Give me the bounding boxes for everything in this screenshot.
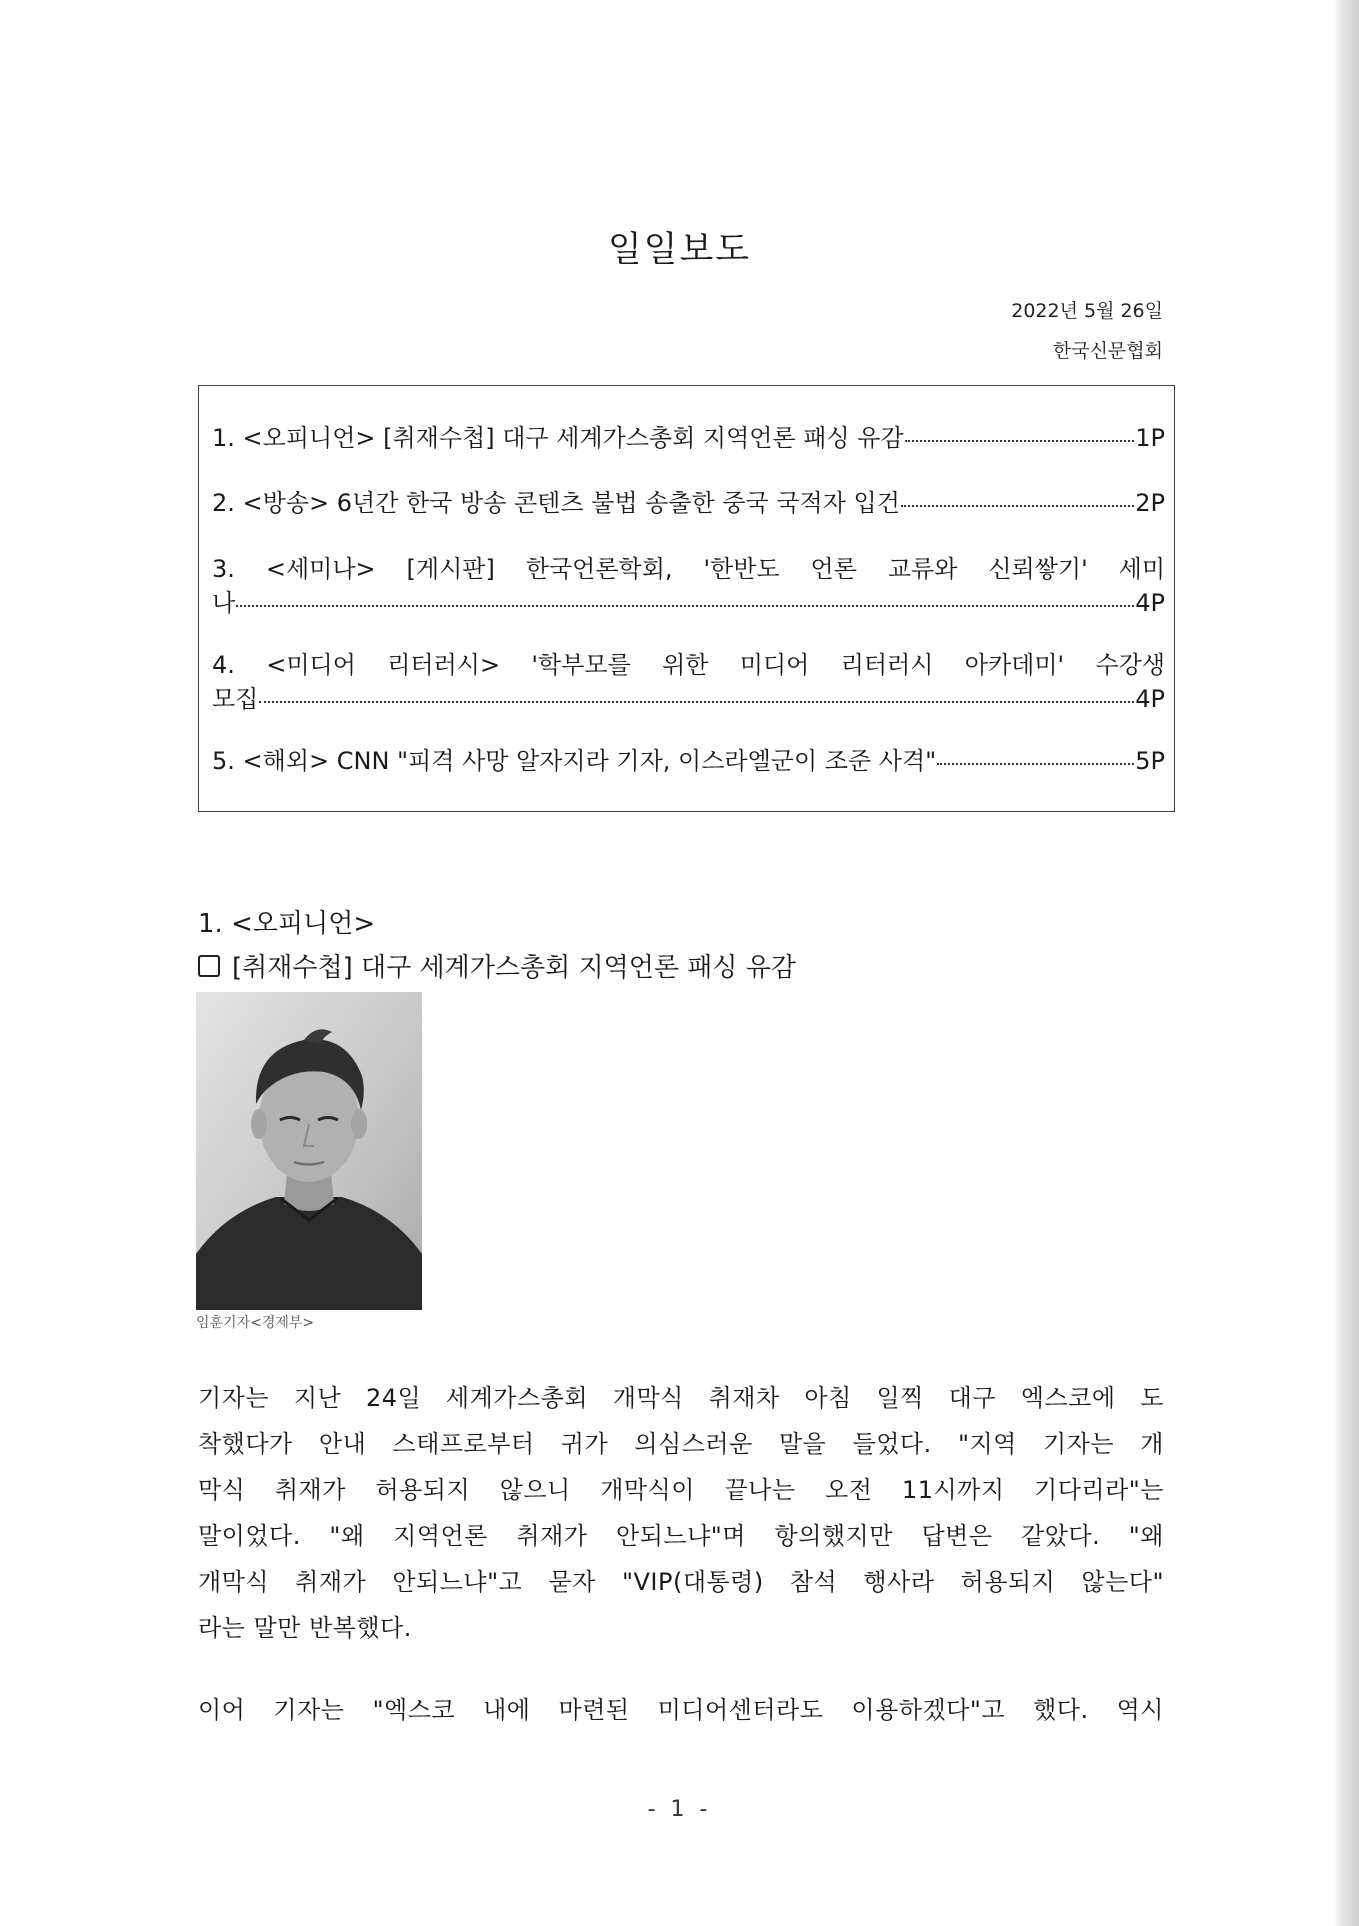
toc-page-ref: 4P bbox=[1135, 589, 1165, 617]
photo-caption: 임훈기자<경제부> bbox=[196, 1315, 315, 1331]
toc-entry-text: 4. <미디어 리터러시> '학부모를 위한 미디어 리터러시 아카데미' 수강생 bbox=[212, 651, 1165, 679]
paragraph-line: 착했다가 안내 스태프로부터 귀가 의심스러운 말을 들었다. "지역 기자는 개 bbox=[198, 1430, 1164, 1458]
document-title: 일일보도 bbox=[607, 230, 752, 270]
toc-entry-text: 5. <해외> CNN "피격 사망 알자지라 기자, 이스라엘군이 조준 사격" bbox=[212, 747, 937, 775]
paragraph-line: 기자는 지난 24일 세계가스총회 개막식 취재차 아침 일찍 대구 엑스코에 도 bbox=[198, 1384, 1164, 1412]
toc-entry-text-cont: 모집 bbox=[212, 685, 259, 713]
toc-page-ref: 4P bbox=[1135, 685, 1165, 713]
toc-entry-text: 1. <오피니언> [취재수첩] 대구 세계가스총회 지역언론 패싱 유감 bbox=[212, 424, 904, 452]
toc-entry-text: 3. <세미나> [게시판] 한국언론학회, '한반도 언론 교류와 신뢰쌓기' 세미 bbox=[212, 555, 1165, 583]
document-date: 2022년 5월 26일 bbox=[1011, 300, 1163, 322]
reporter-photo bbox=[196, 992, 422, 1310]
publisher-name: 한국신문협회 bbox=[1052, 340, 1163, 362]
paragraph-line: 말이었다. "왜 지역언론 취재가 안되느냐"며 항의했지만 답변은 같았다. "왜 bbox=[198, 1522, 1164, 1550]
section-number: 1. <오피니언> bbox=[198, 909, 376, 939]
toc-entry-3[interactable] bbox=[212, 552, 1165, 620]
toc-leader-dots bbox=[905, 440, 1135, 442]
toc-leader-dots bbox=[259, 701, 1134, 703]
page-number: - 1 - bbox=[647, 1797, 712, 1822]
toc-leader-dots bbox=[901, 505, 1134, 507]
toc-leader-dots bbox=[236, 605, 1134, 607]
article-title-text: [취재수첩] 대구 세계가스총회 지역언론 패싱 유감 bbox=[232, 953, 796, 983]
toc-entry-text-cont: 나 bbox=[212, 589, 236, 617]
toc-leader-dots bbox=[937, 763, 1134, 765]
paragraph-line: 개막식 취재가 안되느냐"고 묻자 "VIP(대통령) 참석 행사라 허용되지 않는다" bbox=[198, 1568, 1164, 1596]
paragraph-line: 라는 말만 반복했다. bbox=[198, 1614, 412, 1642]
toc-entry-4[interactable] bbox=[212, 648, 1165, 716]
toc-entry-2[interactable] bbox=[212, 486, 1165, 520]
table-of-contents bbox=[198, 385, 1175, 812]
article-paragraph-1 bbox=[198, 1375, 1164, 1651]
article-title bbox=[198, 947, 796, 984]
toc-entry-1[interactable] bbox=[212, 421, 1165, 455]
paragraph-line: 막식 취재가 허용되지 않으니 개막식이 끝나는 오전 11시까지 기다리라"는 bbox=[198, 1476, 1164, 1504]
toc-entry-text: 2. <방송> 6년간 한국 방송 콘텐츠 불법 송출한 중국 국적자 입건 bbox=[212, 489, 900, 517]
page-edge-shadow bbox=[1333, 0, 1359, 1926]
toc-page-ref: 1P bbox=[1135, 424, 1165, 452]
toc-page-ref: 5P bbox=[1135, 747, 1165, 775]
paragraph-line: 이어 기자는 "엑스코 내에 마련된 미디어센터라도 이용하겠다"고 했다. 역시 bbox=[198, 1696, 1164, 1724]
toc-entry-5[interactable] bbox=[212, 744, 1165, 778]
square-bullet-icon bbox=[198, 955, 220, 977]
article-paragraph-2 bbox=[198, 1687, 1164, 1733]
toc-page-ref: 2P bbox=[1135, 489, 1165, 517]
